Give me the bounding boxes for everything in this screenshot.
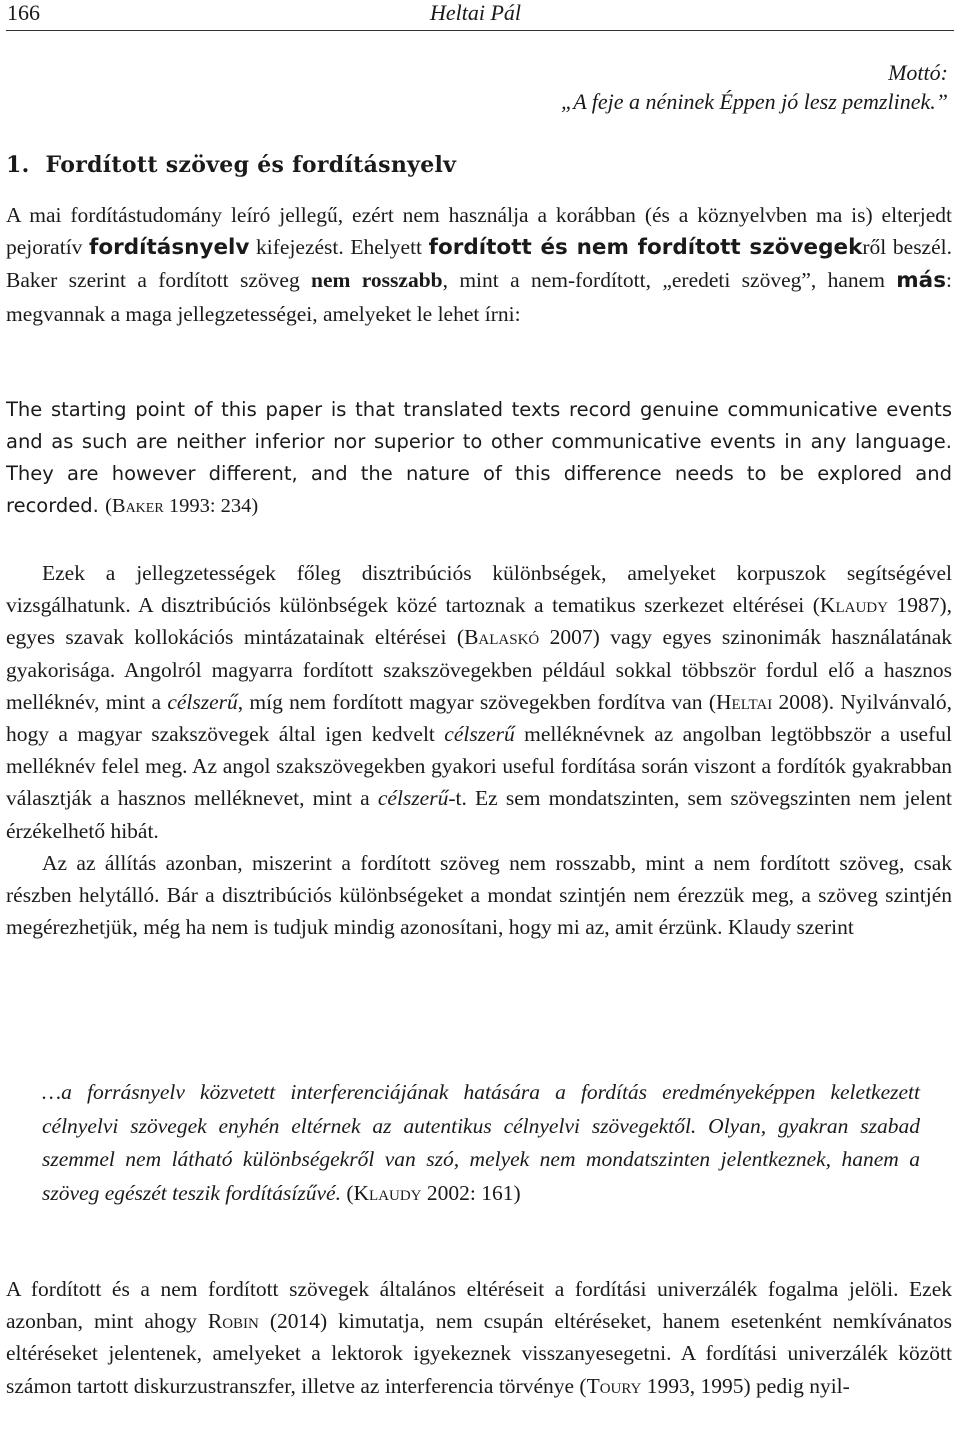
paragraph-text: 1993, 1995) pedig nyil- xyxy=(641,1373,850,1398)
term-italic: célszerű xyxy=(377,786,449,811)
motto-label: Mottó: xyxy=(888,60,948,85)
paragraph-text: 2008). Nyilvánvaló, hogy a magyar szakszövegek által igen kedvelt xyxy=(6,689,952,747)
paragraph-claim: Az az állítás azonban, miszerint a fordított szöveg nem rosszabb, mint a nem fordított szöveg, csak részben helytálló. Bár a disztribúciós különbségeket a mondat szintjén nem érezzük meg, a szöveg szintjén megérezhetjük, még ha nem is tudjuk mindig azonosítani, hogy mi az, amit érzünk. Klaudy szerint xyxy=(6,850,952,940)
paragraph-text: A fordított és a nem fordított szövegek általános eltéréseit a fordítási univerzálék fogalma jelöli. Ezek azonban, mint ahogy xyxy=(6,1277,952,1334)
page-number: 166 xyxy=(7,0,40,25)
paragraph-text: : megvannak a maga jellegzetességei, amelyeket le lehet írni: xyxy=(6,268,952,326)
block-quote-klaudy xyxy=(42,1076,920,1210)
citation-author: Balaskó xyxy=(464,625,540,650)
running-head-author: Heltai Pál xyxy=(430,0,522,25)
paragraph-text: , míg nem fordított magyar szövegekben fordítva van ( xyxy=(237,689,716,714)
paragraph-text: (2014) kimutatja, nem csupán eltéréseket, hanem esetenként nemkívánatos eltéréseket jelentenek, amelyeket a lektorok igyekeznek visszanyesegetni. A fordítási univerzálék között számon tartott diskurzustranszfer, illetve az interferencia törvénye ( xyxy=(6,1309,952,1398)
paragraph-distribution xyxy=(6,557,952,943)
citation: ( xyxy=(105,495,112,517)
paragraph-text: kifejezést. Ehelyett xyxy=(249,235,429,260)
section-title: Fordított szöveg és fordításnyelv xyxy=(45,152,457,178)
paragraph-text: melléknévnek az angolban legtöbbször a useful melléknév felel meg. Az angol szakszövegekben gyakori useful fordítása során viszont a fordítók gyakrabban választják a hasznos melléknevet, mint a xyxy=(6,722,952,811)
paragraph-text: ről beszél. Baker szerint a fordított szöveg xyxy=(6,235,952,293)
paragraph-intro xyxy=(6,199,952,330)
motto-text: „A feje a néninek Éppen jó lesz pemzlinek.” xyxy=(561,89,948,114)
term-bold: fordításnyelv xyxy=(89,235,250,261)
citation-author: Klaudy xyxy=(819,593,888,618)
citation-year: 2002: 161) xyxy=(421,1180,521,1205)
citation-author: Heltai xyxy=(716,689,773,714)
quote-text: The starting point of this paper is that translated texts record genuine communicative events and as such are neither inferior nor superior to other communicative events in any language. They are however different, and the nature of this difference needs to be explored and recorded. xyxy=(6,398,952,517)
citation-year: 1993: 234) xyxy=(163,495,259,517)
paragraph-text: 1987), egyes szavak kollokációs mintázatainak eltérései ( xyxy=(6,593,952,650)
term-bold: nem rosszabb xyxy=(311,268,443,293)
paragraph-text: A mai fordítástudomány leíró jellegű, ezért nem használja a korábban (és a köznyelvben ma is) elterjedt pejoratív xyxy=(6,203,952,260)
citation-author: Klaudy xyxy=(353,1180,422,1205)
paragraph-text: 2007) vagy egyes szinonimák használatának gyakorisága. Angolról magyarra fordított szakszövegekben például sokkal többször fordul elő a hasznos melléknév, mint a xyxy=(6,625,952,714)
motto xyxy=(561,58,948,116)
citation: ( xyxy=(346,1180,354,1205)
citation-author: Toury xyxy=(586,1373,642,1398)
paragraph-text: Ezek a jellegzetességek főleg disztribúciós különbségek, amelyeket korpuszok segítségével vizsgálhatunk. A disztribúciós különbségek közé tartoznak a tematikus szerkezet eltérései ( xyxy=(6,561,952,618)
citation-author: Robin xyxy=(207,1309,259,1334)
paragraph-text: , mint a nem-fordított, „eredeti szöveg”, hanem xyxy=(442,268,897,293)
term-bold: fordított és nem fordított szövegek xyxy=(428,235,863,261)
quote-text: …a forrásnyelv közvetett interferenciájának hatására a fordítás eredményeképpen keletkezett célnyelvi szövegek enyhén eltérnek az autentikus célnyelvi szövegektől. Olyan, gyakran szabad szemmel nem látható különbségekről van szó, melyek nem mondatszinten jelentkeznek, hanem a szöveg egészét teszik fordításízűvé. xyxy=(42,1080,920,1205)
citation-author: Baker xyxy=(111,495,164,517)
term-italic: célszerű xyxy=(167,689,238,714)
header-rule xyxy=(6,30,954,31)
section-number: 1. xyxy=(6,152,30,178)
block-quote-baker xyxy=(6,394,952,522)
term-italic: célszerű xyxy=(444,722,515,747)
paragraph-universals xyxy=(6,1273,952,1402)
term-bold: más xyxy=(896,268,946,294)
section-heading xyxy=(6,152,456,178)
paragraph-text: -t. Ez sem mondatszinten, sem szövegszinten nem jelent érzékelhető hibát. xyxy=(6,786,952,843)
